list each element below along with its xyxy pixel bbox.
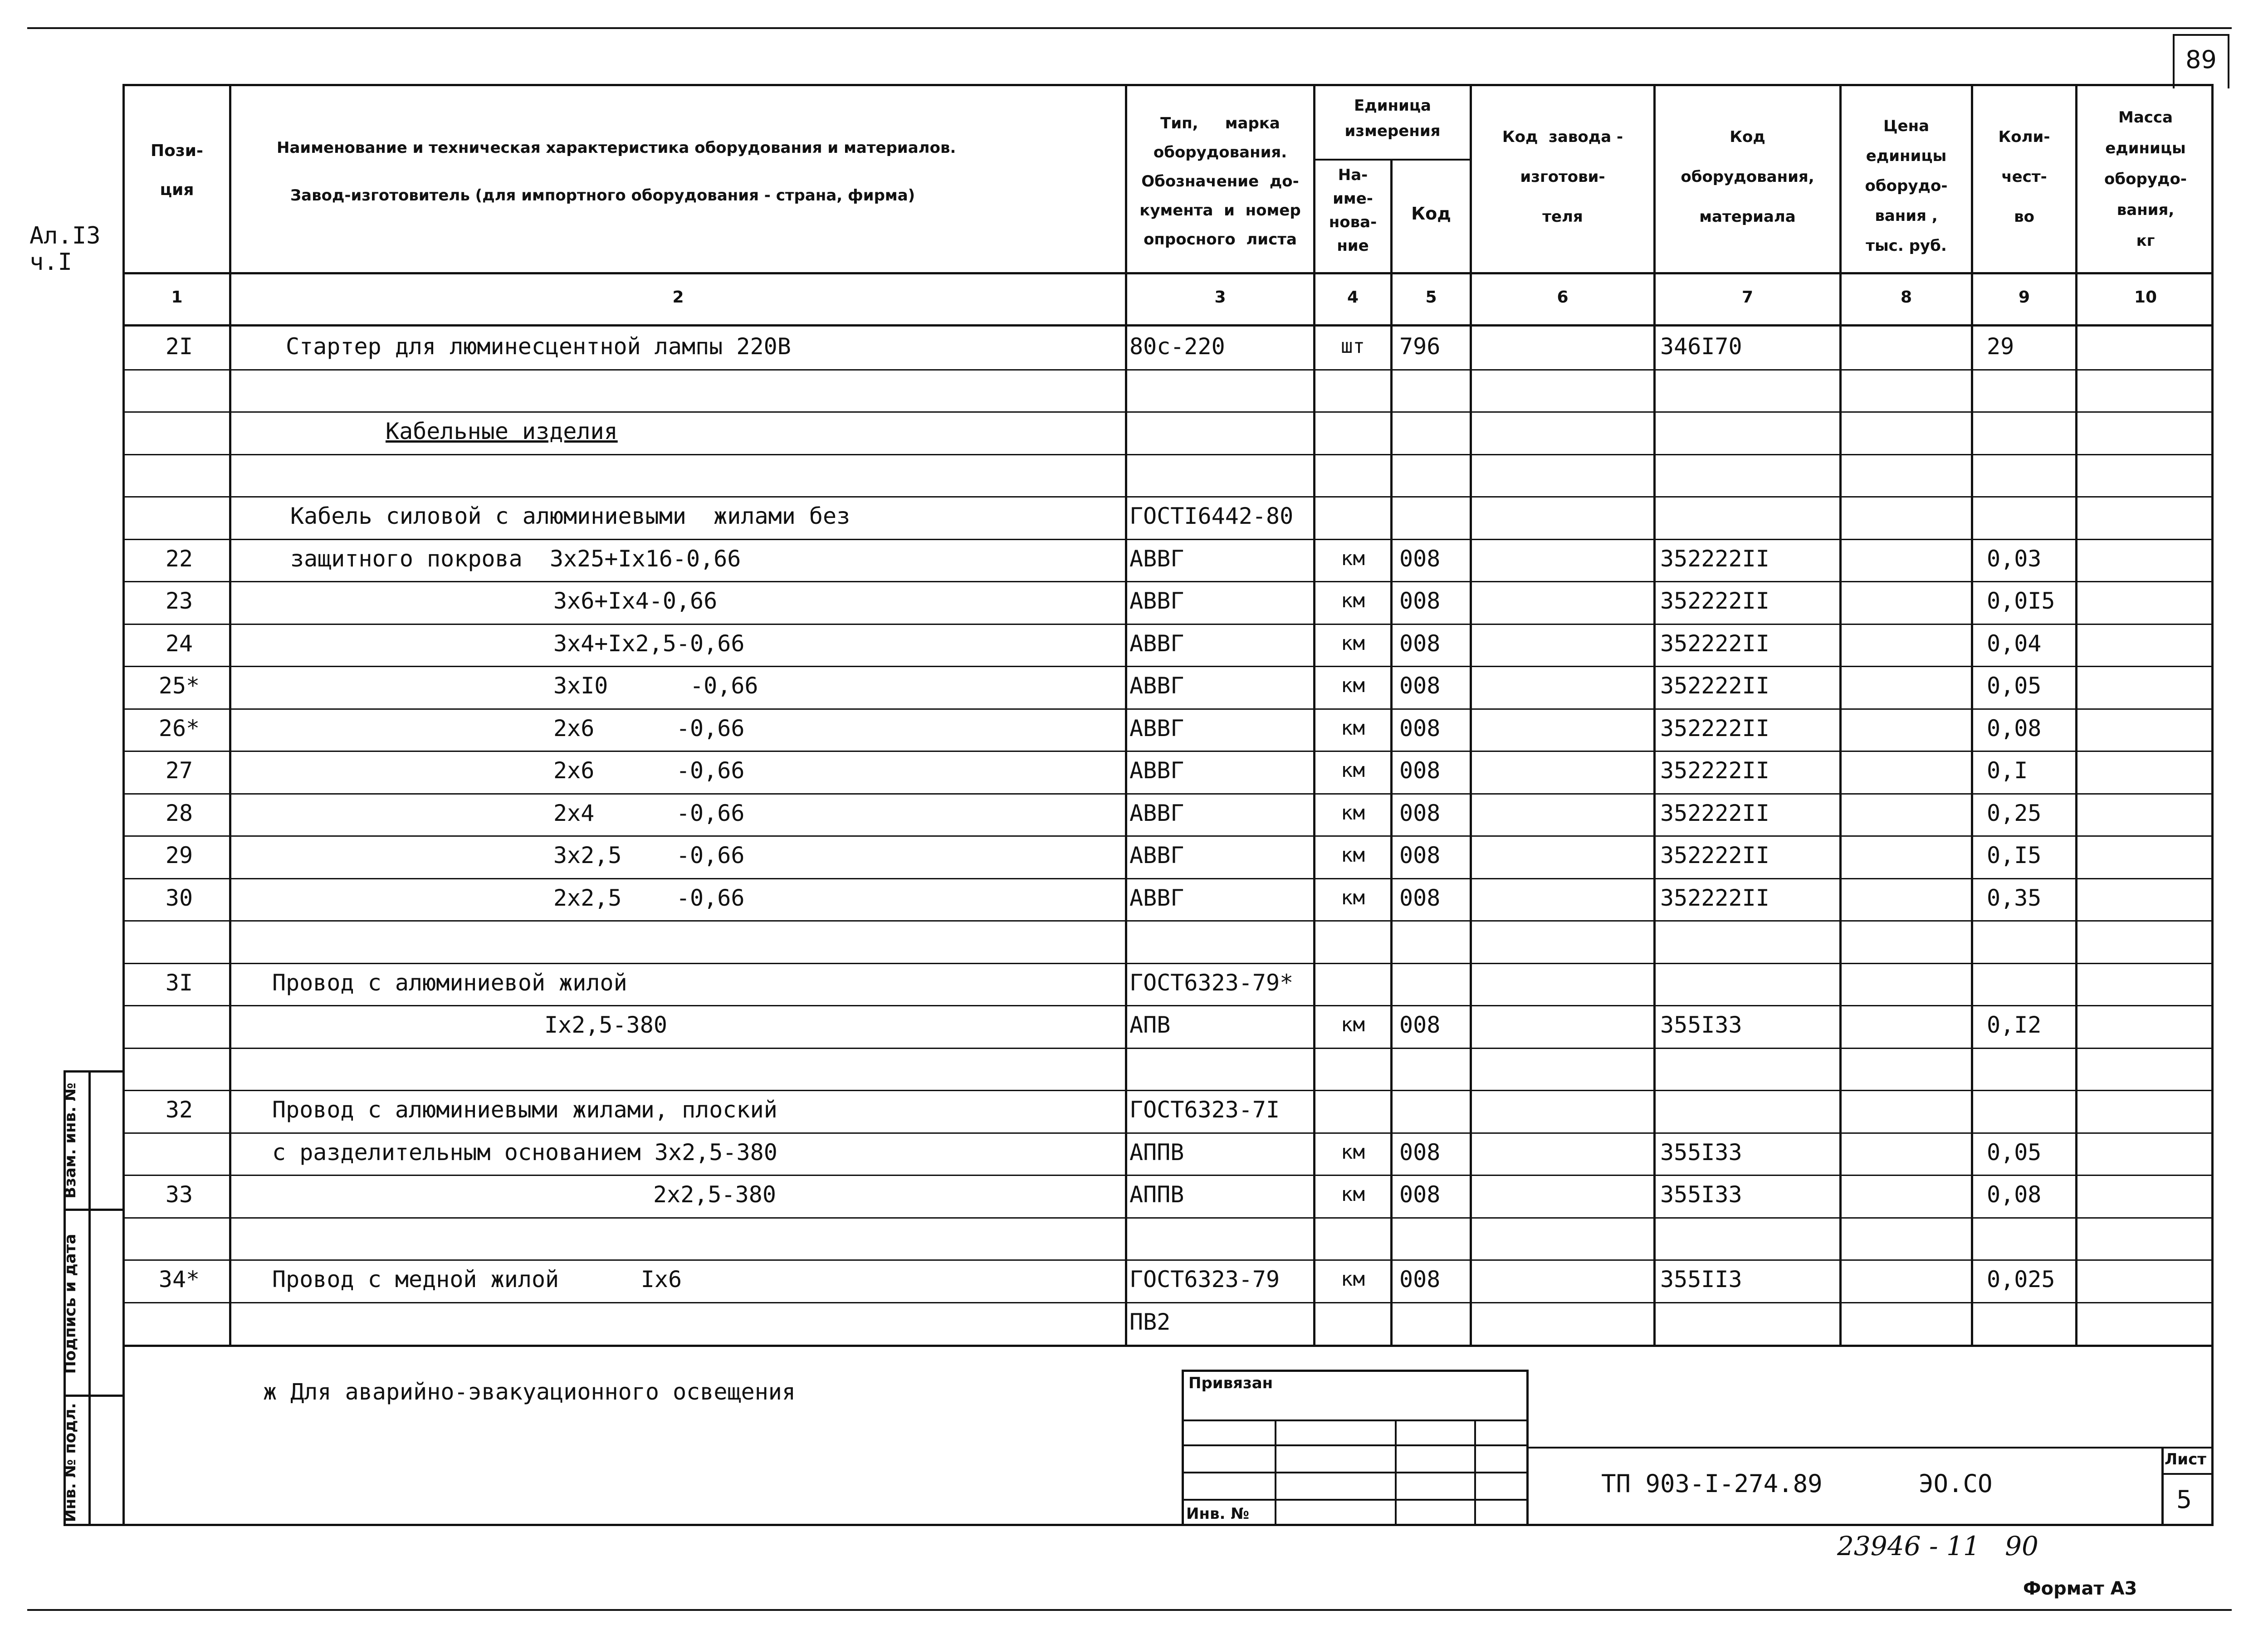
table-cell-type: ГОСТ6323-79 <box>1129 1266 1280 1293</box>
colnum-10: 10 <box>2134 288 2157 307</box>
table-cell-name: с разделительным основанием 3х2,5-380 <box>272 1139 777 1166</box>
colnum-5: 5 <box>1425 288 1437 307</box>
header-material-code: Код оборудования, материала <box>1681 128 1814 226</box>
side-label-swap-inv: Взам. инв. № <box>61 1083 79 1199</box>
table-cell-qty: 29 <box>1987 333 2014 360</box>
table-cell-pos: 2I <box>165 333 193 360</box>
colnum-6: 6 <box>1557 288 1569 307</box>
table-cell-material: 355I33 <box>1660 1139 1742 1166</box>
table-cell-code: 008 <box>1399 757 1441 784</box>
margin-note-line1: Ал.I3 <box>29 222 101 249</box>
table-cell-qty: 0,08 <box>1987 715 2042 741</box>
table-cell-name: 2х4 -0,66 <box>553 800 745 826</box>
row-divider <box>122 411 2214 413</box>
table-cell-type: АВВГ <box>1129 588 1184 614</box>
col-line <box>1390 159 1393 1347</box>
table-cell-material: 355I33 <box>1660 1181 1742 1208</box>
table-cell-pos: 34* <box>158 1266 200 1293</box>
table-cell-pos: 24 <box>165 630 193 657</box>
row-divider <box>122 369 2214 371</box>
table-cell-qty: 0,25 <box>1987 800 2042 826</box>
table-cell-pos: 25* <box>158 673 200 699</box>
table-cell-type: АВВГ <box>1129 800 1184 826</box>
header-name-line2: Завод-изготовитель (для импортного оборудования - страна, фирма) <box>290 186 915 205</box>
table-cell-qty: 0,025 <box>1987 1266 2055 1293</box>
table-cell-qty: 0,I2 <box>1987 1012 2042 1038</box>
table-cell-type: АПВ <box>1129 1012 1171 1038</box>
table-cell-unit: км <box>1341 632 1365 655</box>
table-cell-code: 008 <box>1399 842 1441 868</box>
table-cell-name: Iх2,5-380 <box>544 1012 667 1038</box>
row-divider <box>122 835 2214 837</box>
row-divider <box>122 624 2214 625</box>
table-cell-name: защитного покрова 3х25+Iх16-0,66 <box>290 546 741 572</box>
table-cell-code: 008 <box>1399 885 1441 911</box>
table-cell-type: АППВ <box>1129 1181 1184 1208</box>
table-cell-name: Стартер для люминесцентной лампы 220В <box>286 333 791 360</box>
side-strip-divider <box>64 1209 125 1211</box>
stamp-code-top-line <box>1529 1447 2214 1449</box>
table-cell-qty: 0,0I5 <box>1987 588 2055 614</box>
row-divider <box>122 1259 2214 1261</box>
table-cell-name: 3х6+Iх4-0,66 <box>553 588 718 614</box>
page-number: 89 <box>2185 45 2217 74</box>
table-cell-name: 2х6 -0,66 <box>553 757 745 784</box>
row-divider <box>122 1005 2214 1006</box>
colnum-2: 2 <box>672 288 684 307</box>
header-mass: Масса единицы оборудо- вания, кг <box>2104 108 2187 250</box>
table-cell-name: 2х6 -0,66 <box>553 715 745 741</box>
table-cell-name: 3х4+Iх2,5-0,66 <box>553 630 745 657</box>
table-cell-material: 352222II <box>1660 673 1769 699</box>
stamp-line <box>1474 1419 1476 1526</box>
table-cell-pos: 28 <box>165 800 193 826</box>
table-cell-code: 008 <box>1399 1139 1441 1166</box>
stamp-left-box <box>1182 1370 1529 1526</box>
table-cell-qty: 0,05 <box>1987 673 2042 699</box>
colnum-8: 8 <box>1900 288 1912 307</box>
table-cell-qty: 0,I <box>1987 757 2028 784</box>
colnum-7: 7 <box>1741 288 1754 307</box>
header-factory-code: Код завода - изготови- теля <box>1502 128 1623 226</box>
sheet-box-line <box>2161 1473 2214 1475</box>
table-cell-pos: 32 <box>165 1097 193 1123</box>
stamp-line <box>1182 1444 1529 1446</box>
row-divider <box>122 1090 2214 1091</box>
table-cell-unit: км <box>1341 801 1365 824</box>
row-divider <box>122 1132 2214 1134</box>
section-heading: Кабельные изделия <box>386 418 618 444</box>
sheet-number: 5 <box>2176 1485 2192 1514</box>
table-cell-name: 3хI0 -0,66 <box>553 673 758 699</box>
table-cell-material: 352222II <box>1660 630 1769 657</box>
stamp-inv-label: Инв. № <box>1186 1505 1250 1523</box>
row-divider <box>122 751 2214 752</box>
table-cell-unit: км <box>1341 674 1365 697</box>
table-cell-pos: 23 <box>165 588 193 614</box>
table-cell-code: 008 <box>1399 630 1441 657</box>
colnum-bottom-line <box>122 324 2214 327</box>
table-cell-type: ГОСТ6323-7I <box>1129 1097 1280 1123</box>
table-cell-unit: км <box>1341 759 1365 782</box>
table-cell-name: Провод с алюминиевыми жилами, плоский <box>272 1097 777 1123</box>
table-cell-type: АВВГ <box>1129 757 1184 784</box>
row-divider <box>122 539 2214 540</box>
table-cell-type: ГОСТI6442-80 <box>1129 503 1294 529</box>
table-cell-qty: 0,05 <box>1987 1139 2042 1166</box>
table-cell-code: 008 <box>1399 673 1441 699</box>
table-cell-qty: 0,08 <box>1987 1181 2042 1208</box>
table-cell-type: АВВГ <box>1129 842 1184 868</box>
table-cell-unit: км <box>1341 844 1365 867</box>
table-cell-qty: 0,35 <box>1987 885 2042 911</box>
table-cell-code: 008 <box>1399 588 1441 614</box>
row-divider <box>122 1217 2214 1219</box>
table-cell-pos: 30 <box>165 885 193 911</box>
table-cell-pos: 3I <box>165 970 193 996</box>
stamp-doc-suffix: ЭО.СО <box>1919 1469 1993 1498</box>
bottom-border-line <box>27 1609 2232 1611</box>
table-cell-type: АВВГ <box>1129 546 1184 572</box>
colnum-1: 1 <box>171 288 183 307</box>
table-cell-code: 796 <box>1399 333 1441 360</box>
row-divider <box>122 496 2214 498</box>
header-position: Пози- ция <box>151 141 203 199</box>
unit-subheader-line <box>1313 159 1472 161</box>
table-cell-pos: 33 <box>165 1181 193 1208</box>
row-divider <box>122 666 2214 667</box>
table-cell-material: 352222II <box>1660 546 1769 572</box>
header-name-line1: Наименование и техническая характеристика оборудования и материалов. <box>277 139 956 157</box>
row-divider <box>122 878 2214 879</box>
table-cell-name: Кабель силовой с алюминиевыми жилами без <box>290 503 850 529</box>
stamp-doc-code: ТП 903-I-274.89 <box>1601 1469 1823 1498</box>
row-divider <box>122 708 2214 710</box>
header-bottom-line <box>122 272 2214 274</box>
table-cell-unit: шт <box>1341 335 1365 358</box>
side-strip-inner-line <box>88 1070 91 1526</box>
table-cell-unit: км <box>1341 1268 1365 1291</box>
table-cell-unit: км <box>1341 589 1365 612</box>
stamp-bound-label: Привязан <box>1188 1374 1273 1392</box>
colnum-9: 9 <box>2018 288 2030 307</box>
table-cell-material: 352222II <box>1660 842 1769 868</box>
table-cell-type: ГОСТ6323-79* <box>1129 970 1294 996</box>
table-cell-material: 355II3 <box>1660 1266 1742 1293</box>
footnote: ж Для аварийно-эвакуационного освещения <box>263 1379 796 1405</box>
table-cell-material: 352222II <box>1660 800 1769 826</box>
row-divider <box>122 793 2214 795</box>
side-label-sign-date: Подпись и дата <box>61 1234 79 1374</box>
row-divider <box>122 1048 2214 1049</box>
stamp-line <box>1182 1419 1529 1421</box>
rows-bottom-line <box>122 1345 2214 1347</box>
table-cell-code: 008 <box>1399 1266 1441 1293</box>
row-divider <box>122 920 2214 922</box>
table-cell-name: 3х2,5 -0,66 <box>553 842 745 868</box>
table-cell-type: АВВГ <box>1129 715 1184 741</box>
table-cell-unit: км <box>1341 1013 1365 1036</box>
table-cell-unit: км <box>1341 1183 1365 1206</box>
table-cell-pos: 27 <box>165 757 193 784</box>
header-unit-name: На- име- нова- ние <box>1329 166 1377 255</box>
table-cell-material: 352222II <box>1660 588 1769 614</box>
table-cell-code: 008 <box>1399 1012 1441 1038</box>
header-unit-code: Код <box>1411 204 1451 224</box>
table-cell-unit: км <box>1341 1141 1365 1164</box>
table-cell-material: 346I70 <box>1660 333 1742 360</box>
margin-note-line2: ч.I <box>29 249 72 276</box>
table-cell-pos: 22 <box>165 546 193 572</box>
table-cell-pos: 29 <box>165 842 193 868</box>
row-divider <box>122 581 2214 582</box>
row-divider <box>122 454 2214 455</box>
table-cell-type: АВВГ <box>1129 630 1184 657</box>
table-cell-type: 80с-220 <box>1129 333 1225 360</box>
header-quantity: Коли- чест- во <box>1998 128 2050 226</box>
table-cell-unit: км <box>1341 886 1365 909</box>
table-cell-unit: км <box>1341 717 1365 740</box>
table-cell-code: 008 <box>1399 1181 1441 1208</box>
table-cell-code: 008 <box>1399 715 1441 741</box>
table-cell-name: Провод с алюминиевой жилой <box>272 970 627 996</box>
side-label-inv-orig: Инв. № подл. <box>61 1403 79 1522</box>
stamp-line <box>1395 1419 1397 1526</box>
header-price: Цена единицы оборудо- вания , тыс. руб. <box>1865 117 1948 255</box>
table-cell-unit: км <box>1341 547 1365 570</box>
table-cell-material: 352222II <box>1660 715 1769 741</box>
table-cell-qty: 0,I5 <box>1987 842 2042 868</box>
table-cell-name: 2х2,5 -0,66 <box>553 885 745 911</box>
table-cell-type: АППВ <box>1129 1139 1184 1166</box>
top-border-line <box>27 27 2232 29</box>
format-label: Формат А3 <box>2023 1578 2137 1599</box>
table-cell-name: Провод с медной жилой Iх6 <box>272 1266 682 1293</box>
table-cell-pos: 26* <box>158 715 200 741</box>
table-cell-material: 352222II <box>1660 885 1769 911</box>
table-cell-type: ПВ2 <box>1129 1309 1171 1335</box>
table-cell-qty: 0,03 <box>1987 546 2042 572</box>
stamp-line <box>1182 1472 1529 1473</box>
stamp-line <box>1275 1419 1276 1526</box>
colnum-4: 4 <box>1347 288 1359 307</box>
header-unit-group: Единица измерения <box>1344 97 1441 140</box>
table-cell-qty: 0,04 <box>1987 630 2042 657</box>
colnum-3: 3 <box>1214 288 1226 307</box>
row-divider <box>122 963 2214 964</box>
table-cell-material: 352222II <box>1660 757 1769 784</box>
handwritten-number: 23946 - 11 90 <box>1837 1531 2038 1561</box>
table-cell-code: 008 <box>1399 546 1441 572</box>
table-cell-material: 355I33 <box>1660 1012 1742 1038</box>
header-type: Тип, марка оборудования. Обозначение до- кумента и номер опросного листа <box>1139 114 1301 249</box>
stamp-line <box>1182 1499 1529 1501</box>
table-cell-type: АВВГ <box>1129 673 1184 699</box>
table-cell-type: АВВГ <box>1129 885 1184 911</box>
table-cell-code: 008 <box>1399 800 1441 826</box>
table-cell-name: 2х2,5-380 <box>653 1181 776 1208</box>
sheet-label: Лист <box>2165 1450 2206 1468</box>
row-divider <box>122 1302 2214 1303</box>
row-divider <box>122 1175 2214 1176</box>
